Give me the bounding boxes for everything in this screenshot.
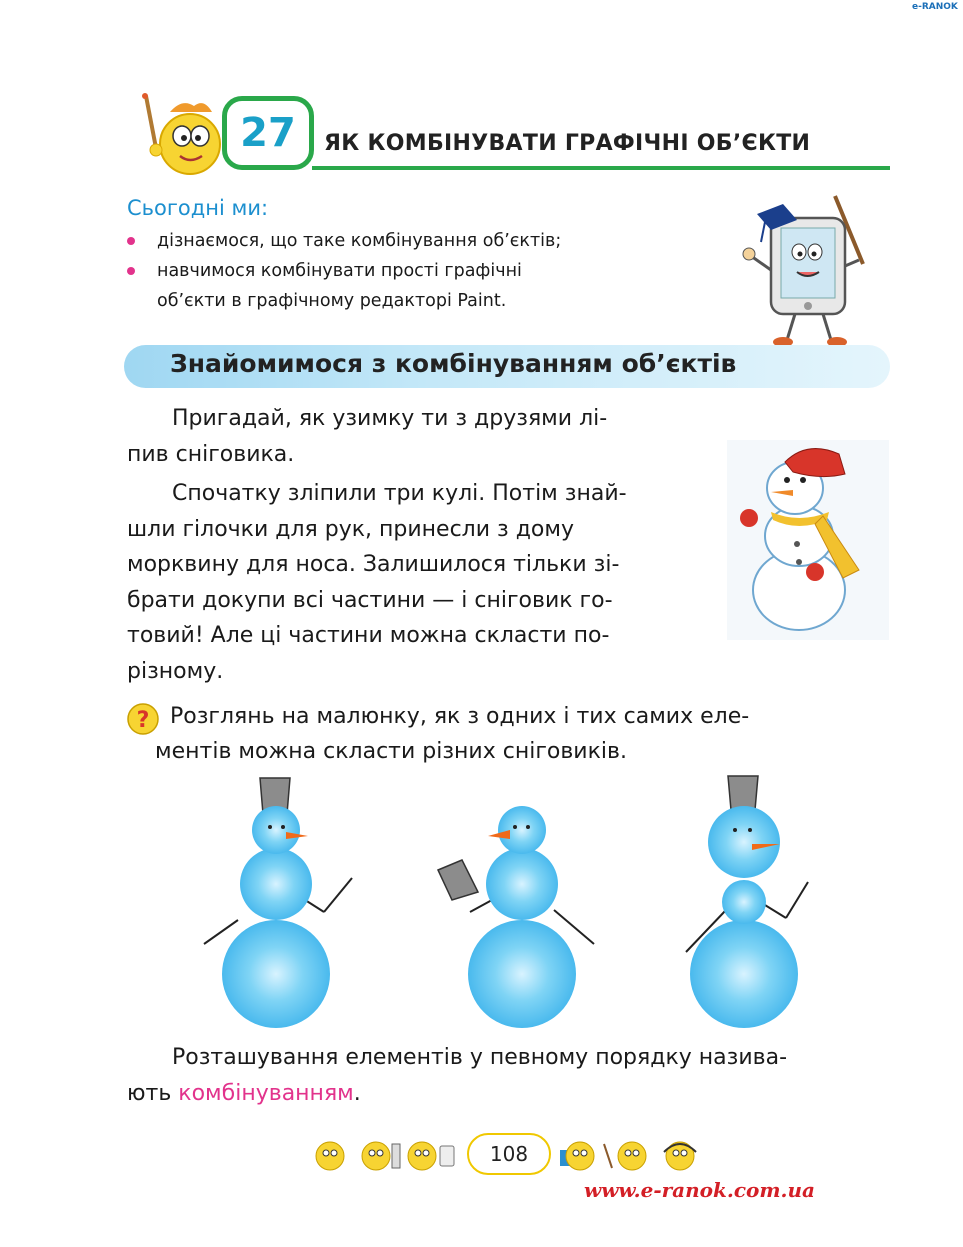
svg-text:?: ? (136, 708, 150, 733)
goal-item-continued: об’єкти в графічному редакторі Paint. (157, 291, 507, 311)
lesson-number-badge (222, 96, 314, 170)
footer-mascots-left-icon (312, 1136, 462, 1176)
paragraph-intro: Пригадай, як узимку ти з друзями лі- пив сніговика. (127, 406, 608, 467)
lesson-number: 27 (240, 110, 296, 156)
page-number: 108 (467, 1133, 551, 1175)
lesson-title: ЯК КОМБІНУВАТИ ГРАФІЧНІ ОБ’ЄКТИ (324, 131, 811, 156)
bullet-icon (127, 237, 135, 245)
goals-list (127, 226, 687, 316)
paragraph-story: Спочатку зліпили три кулі. Потім знай- шли гілочки для рук, принесли з дому морквину для носа. Залишилося тільки зі- брати докупи всі частини — і сніговик го- товий! Але ці частини можна скласти по- різному. (127, 481, 627, 684)
snowman-variant-1 (204, 778, 352, 1028)
title-underline (312, 166, 890, 170)
today-heading: Сьогодні ми: (127, 196, 269, 220)
goal-item: навчимося комбінувати прості графічні (127, 256, 687, 286)
goal-item: дізнаємося, що таке комбінування об’єктів; (127, 226, 687, 256)
tablet-teacher-icon (735, 190, 875, 350)
snowman-variant-2 (438, 806, 594, 1028)
snowman-variant-3 (686, 776, 808, 1028)
question-text-continued: ментів можна скласти різних сніговиків. (155, 739, 627, 764)
question-text: Розглянь на малюнку, як з одних і тих самих еле- (170, 704, 750, 729)
key-term: комбінуванням (178, 1080, 354, 1106)
snowman-illustration (727, 440, 889, 640)
bullet-icon (127, 267, 135, 275)
snowmen-combinations (190, 770, 830, 1040)
sun-mascot-icon (132, 92, 228, 178)
definition-paragraph: Розташування елементів у певному порядку назива- ють комбінуванням. (127, 1045, 788, 1106)
footer-mascots-right-icon (556, 1136, 706, 1176)
question-icon (126, 702, 160, 736)
publisher-website-link[interactable]: www.e-ranok.com.ua (584, 1178, 815, 1202)
section-title: Знайомимося з комбінуванням об’єктів (170, 349, 737, 378)
publisher-logo: e-RANOK (912, 2, 958, 12)
